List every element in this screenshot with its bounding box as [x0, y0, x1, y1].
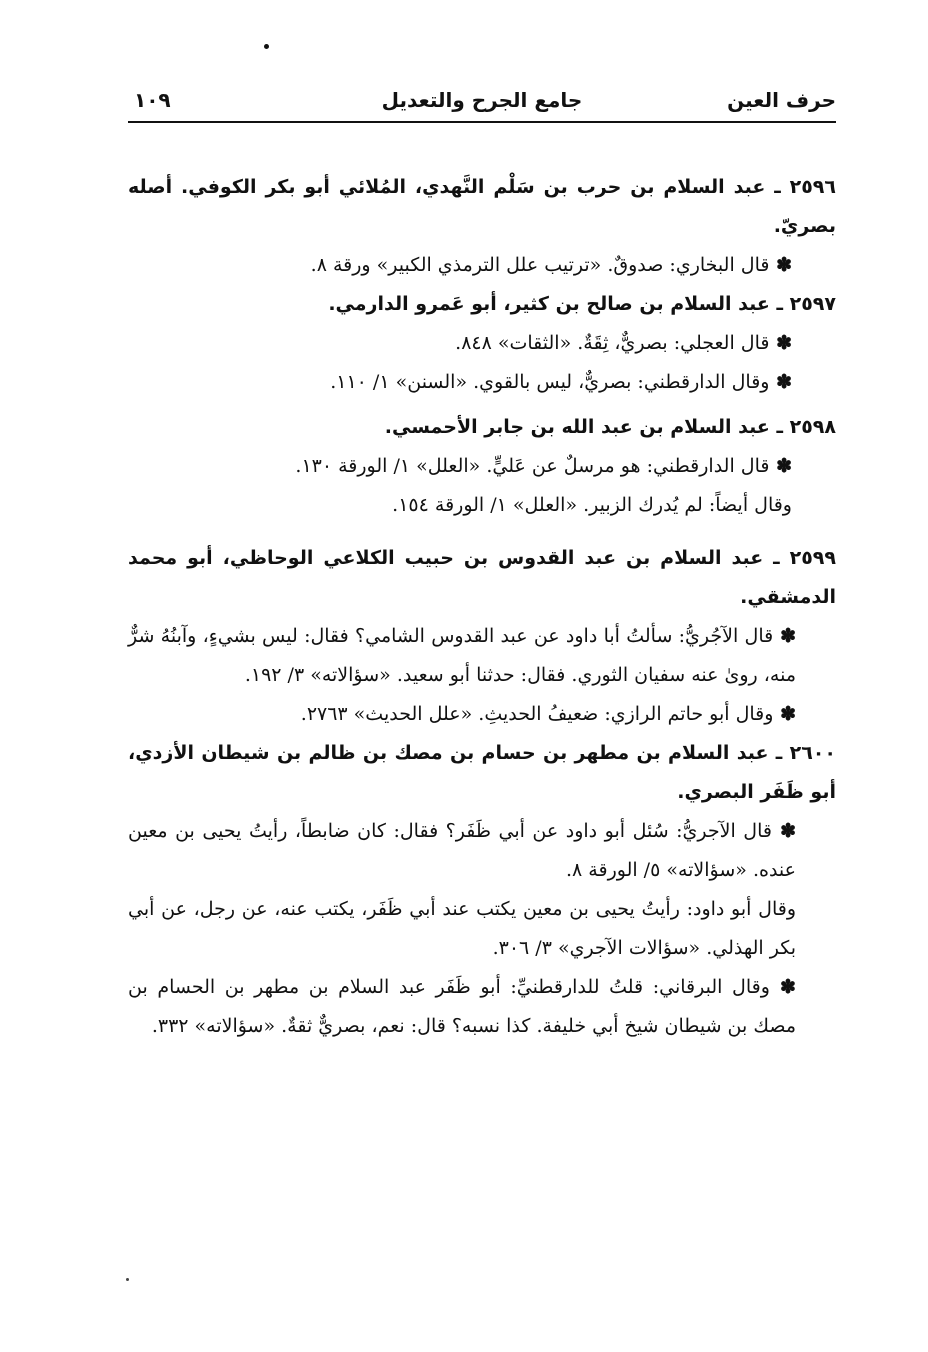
entry-number: ٢٥٩٦ — [789, 176, 836, 198]
quote-text: وقال أيضاً: لم يُدرك الزبير. «العلل» ١/ الورقة ١٥٤. — [392, 494, 792, 516]
entry-title: ـ عبد السلام بن مطهر بن حسام بن مصك بن ظالم بن شيطان الأزدي، أبو ظَفَر البصري. — [128, 742, 836, 803]
entry-number: ٢٦٠٠ — [789, 742, 836, 764]
running-head-center: جامع الجرح والتعديل — [381, 88, 583, 112]
entry-title: ـ عبد السلام بن عبد القدوس بن حبيب الكلاعي الوحاظي، أبو محمد الدمشقي. — [128, 547, 836, 608]
quote — [128, 246, 836, 285]
ink-dot — [126, 1278, 129, 1281]
quote-text: قال العجلي: بصريٌّ، ثِقَةٌ. «الثقات» ٨٤٨. — [455, 332, 770, 354]
quote — [128, 695, 836, 734]
asterisk-icon: ✽ — [773, 625, 796, 647]
entry-number: ٢٥٩٧ — [789, 293, 836, 315]
header-rule — [128, 121, 836, 123]
entry-title: ـ عبد السلام بن صالح بن كثير، أبو عَمرو الدارمي. — [328, 293, 783, 315]
quote — [128, 890, 836, 968]
quote — [128, 363, 836, 402]
page-header — [128, 84, 836, 120]
quote-text: وقال أبو داود: رأيتُ يحيى بن معين يكتب عند أبي ظَفَر، يكتب عنه، عن رجل، عن أبي بكر الهذلي. «سؤالات الآجري» ٣/ ٣٠٦. — [128, 898, 796, 959]
asterisk-icon: ✽ — [773, 703, 796, 725]
entry-title: ـ عبد السلام بن عبد الله بن جابر الأحمسي. — [384, 416, 783, 438]
quote — [128, 324, 836, 363]
running-head-right: حرف العين — [727, 88, 836, 112]
entry-heading — [128, 734, 836, 812]
entry-title: ـ عبد السلام بن حرب بن سَلْم النَّهدي، المُلائي أبو بكر الكوفي. أصله بصريّ. — [128, 176, 836, 237]
page-number: ١٠٩ — [134, 88, 171, 112]
asterisk-icon: ✽ — [769, 455, 792, 477]
quote — [128, 447, 836, 486]
quote — [128, 812, 836, 890]
ink-dot — [264, 44, 269, 49]
quote-text: قال الدارقطني: هو مرسلٌ عن عَليٍّ. «العلل» ١/ الورقة ١٣٠. — [295, 455, 770, 477]
asterisk-icon: ✽ — [769, 976, 796, 998]
quote — [128, 486, 836, 525]
quote-text: قال الآجُريُّ: سألتُ أبا داود عن عبد القدوس الشامي؟ فقال: ليس بشيءٍ، وآبنُهُ شرٌّ منه، روىٰ عنه سفيان الثوري. فقال: حدثنا أبو سعيد. «سؤالاته» ٣/ ١٩٢. — [128, 625, 796, 686]
entry-heading — [128, 539, 836, 617]
asterisk-icon: ✽ — [769, 254, 792, 276]
quote-text: وقال الدارقطني: بصريٌّ، ليس بالقوي. «السنن» ١/ ١١٠. — [330, 371, 770, 393]
entry-number: ٢٥٩٨ — [789, 416, 836, 438]
entry-heading — [128, 285, 836, 324]
entry-heading — [128, 168, 836, 246]
asterisk-icon: ✽ — [769, 332, 792, 354]
page-body — [128, 168, 836, 1046]
quote — [128, 968, 836, 1046]
asterisk-icon: ✽ — [769, 371, 792, 393]
entry-number: ٢٥٩٩ — [789, 547, 836, 569]
quote-text: وقال البرقاني: قلتُ للدارقطنيِّ: أبو ظَفَر عبد السلام بن مطهر بن الحسام بن مصك بن شيطان شيخ أبي خليفة. كذا نسبه؟ قال: نعم، بصريٌّ ثقةٌ. «سؤالاته» ٣٣٢. — [128, 976, 796, 1037]
asterisk-icon: ✽ — [771, 820, 796, 842]
quote-text: قال الآجريُّ: سُئل أبو داود عن أبي ظَفَر؟ فقال: كان ضابطاً، رأيتُ يحيى بن معين عنده. «سؤالاته» ٥/ الورقة ٨. — [128, 820, 796, 881]
quote — [128, 617, 836, 695]
entry-heading — [128, 408, 836, 447]
quote-text: وقال أبو حاتم الرازي: ضعيفُ الحديثِ. «علل الحديث» ٢٧٦٣. — [300, 703, 774, 725]
quote-text: قال البخاري: صدوقٌ. «ترتيب علل الترمذي الكبير» ورقة ٨. — [310, 254, 770, 276]
